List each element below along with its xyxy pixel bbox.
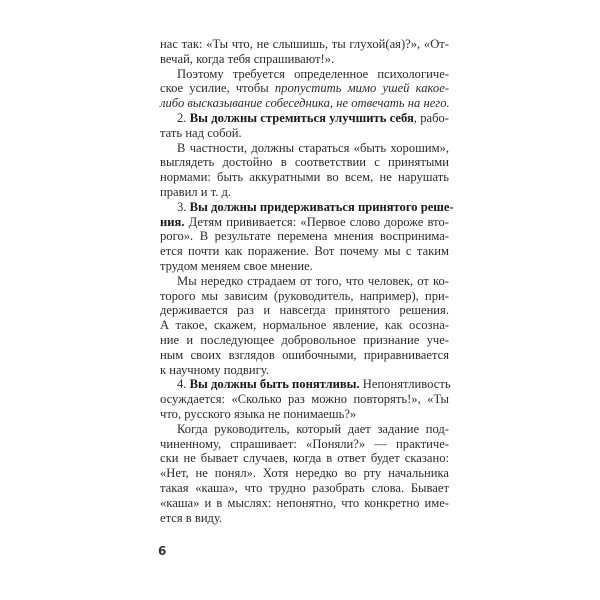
text-line [160,126,449,141]
text-segment: рого». В результате перемена мнения воспринима- [160,229,449,244]
text-line [160,407,449,422]
text-line [160,348,449,363]
text-line [160,259,449,274]
text-segment: 4. [177,377,190,392]
text-line [160,96,449,111]
text-line [160,170,449,185]
text-line [160,37,449,52]
bold-heading-text: Вы должны быть понятливы. [189,377,360,392]
text-line [160,333,449,348]
text-segment: , рабо- [413,110,449,125]
text-segment: правил и т. д. [160,184,232,199]
text-segment: чиненному, спрашивает: «Поняли?» — практиче- [160,436,449,451]
text-line [160,185,449,200]
text-segment: нормами: быть аккуратными во всем, не нарушать [160,170,449,185]
text-segment: 2. [177,110,190,125]
text-line [160,289,449,304]
text-line [160,363,449,378]
text-line [160,437,449,452]
text-segment: ние и последующее добровольное признание уче- [160,332,449,347]
text-segment: тать над собой. [160,125,242,140]
text-line [160,111,449,126]
text-line [160,481,449,496]
text-line [160,141,449,156]
text-segment: вечай, когда тебя спрашивают!». [160,51,335,66]
text-line [160,229,449,244]
text-segment: В частности, должны стараться «быть хорошим», [177,140,449,155]
text-line [160,274,449,289]
text-line [160,215,449,230]
text-line [160,377,449,392]
text-segment: что, русского языка не понимаешь?» [160,406,357,421]
text-segment: торого мы зависим (руководитель, например), при- [160,288,449,303]
text-segment: Поэтому требуется определенное психологиче- [177,66,449,81]
italic-text: либо высказывание собеседника, не отвечать на него. [160,96,450,111]
text-segment: ское усилие, чтобы [160,81,275,96]
text-segment: «Нет, не понял». Хотя нередко во рту начальника [160,466,449,481]
text-line [160,466,449,481]
text-line [160,392,449,407]
text-line [160,67,449,82]
text-line [160,496,449,511]
text-line [160,318,449,333]
text-segment: Детям прививается: «Первое слово дороже вто- [184,214,449,229]
text-line [160,244,449,259]
text-line [160,199,454,215]
text-line [160,422,449,437]
text-line [160,155,449,170]
bold-heading-text: ния. [160,214,185,229]
text-segment: Мы нередко страдаем от того, что человек, от ко- [177,273,449,288]
text-line [160,511,449,526]
text-segment: нас так: «Ты что, не слышишь, ты глухой(ая)?», «От- [160,37,449,51]
text-segment: Непонятливость [359,377,451,392]
text-segment: Когда руководитель, который дает задание под- [177,421,449,436]
text-segment: держивается раз и навсегда принятого решения. [160,303,449,318]
text-segment: к научному подвигу. [160,362,269,377]
bold-heading-text: Вы должны стремиться улучшить себя [189,110,414,125]
body-text [160,37,454,525]
text-segment: такая «каша», что трудно разобрать слова. Бывает [160,480,449,495]
text-segment: ным своих взглядов ошибочными, приравнивается [160,347,449,362]
text-segment: выглядеть достойно в соответствии с принятыми [160,155,449,170]
text-line [160,303,449,318]
text-line [160,52,449,67]
italic-text: пропустить мимо ушей какое- [274,81,450,96]
bold-heading-text: Вы должны придерживаться принятого реше- [189,199,454,214]
text-segment: А такое, скажем, нормальное явление, как осозна- [160,318,449,333]
text-line [160,81,449,96]
text-segment: 3. [177,199,190,214]
text-segment: ется в виду. [160,510,223,525]
text-segment: «каша» и в мыслях: непонятно, что конкретно име- [160,495,449,510]
text-segment: ски не бывает случаев, когда в ответ будет сказано: [160,451,449,466]
text-line [160,451,449,466]
text-segment: трудом меняем свое мнение. [160,258,313,273]
text-segment: ется почти как поражение. Вот почему мы с таким [160,244,449,259]
text-segment: осуждается: «Сколько раз можно повторять!», «Ты [160,392,449,407]
page-number: 6 [158,544,167,558]
